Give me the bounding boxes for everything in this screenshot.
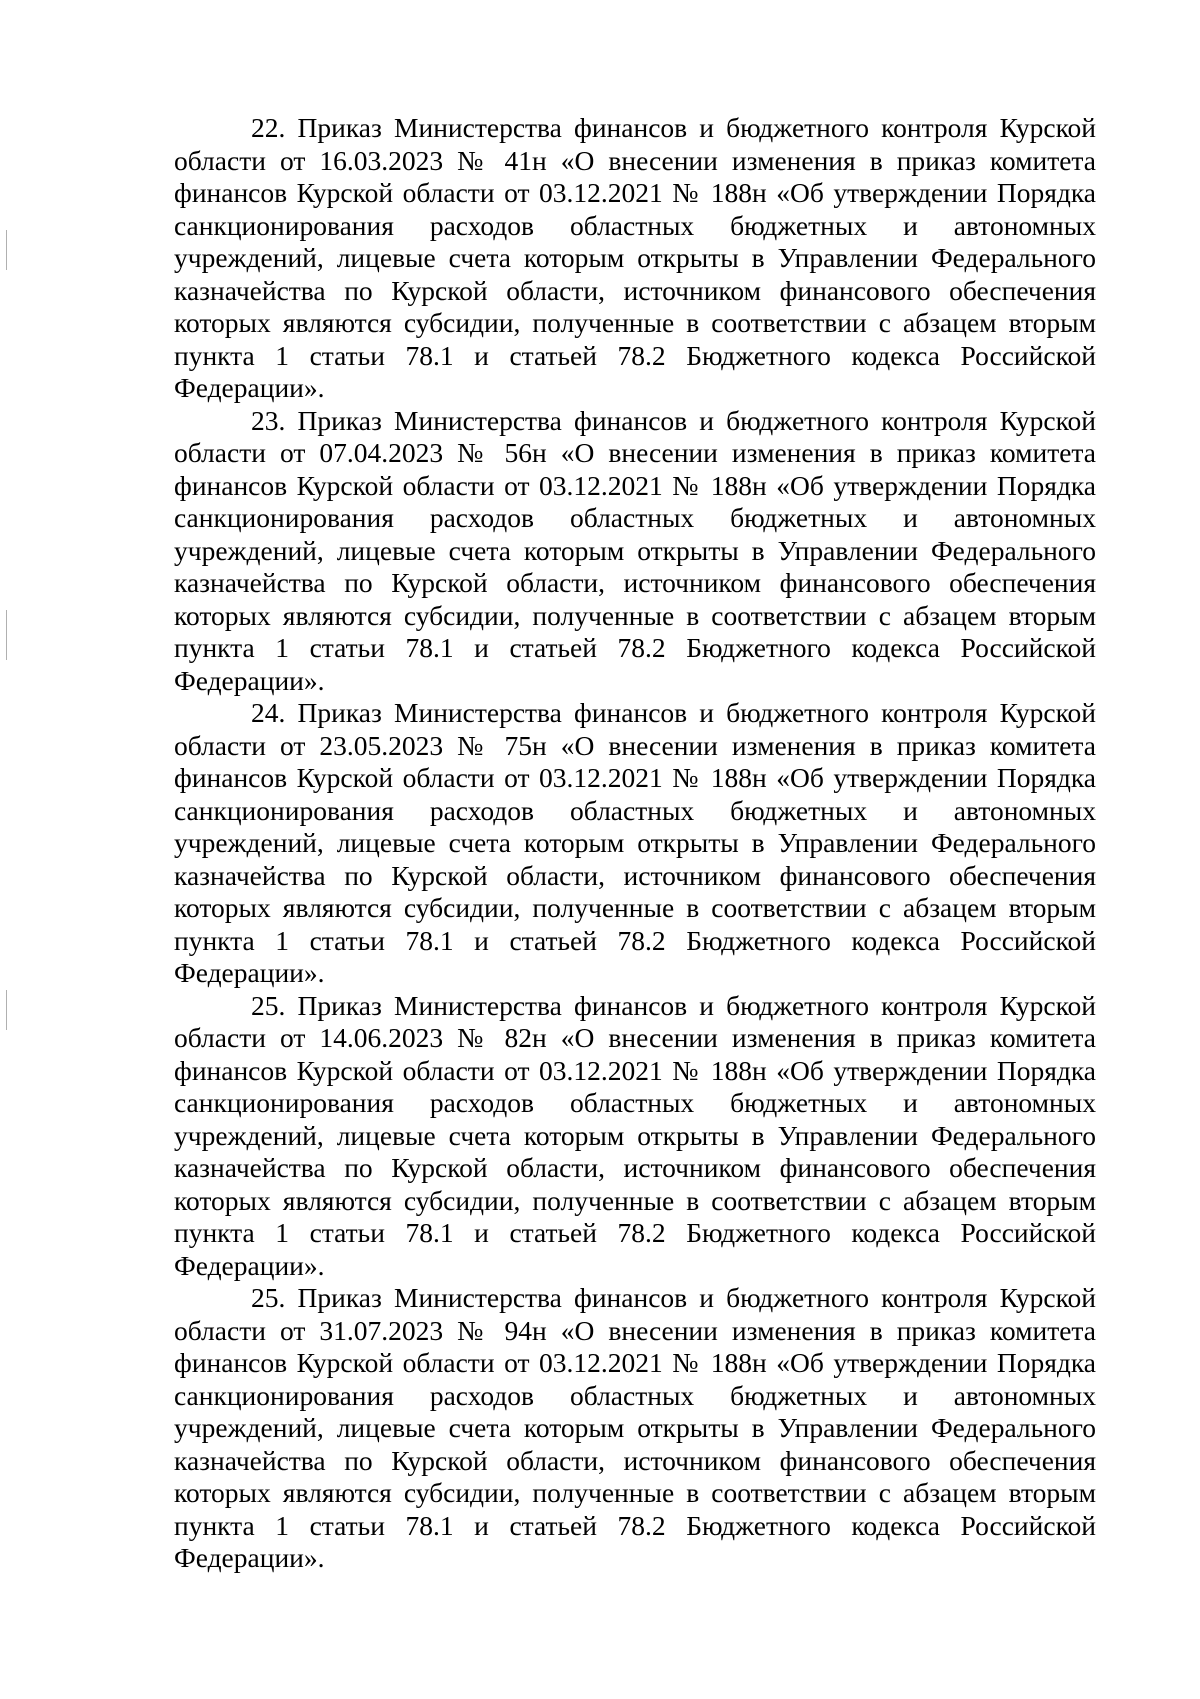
document-body: [174, 112, 1096, 1575]
list-item-24: 24. Приказ Министерства финансов и бюджетного контроля Курской области от 23.05.2023 № 75н «О внесении изменения в приказ комитета финансов Курской области от 03.12.2021 № 188н «Об утверждении Порядка санкционирования расходов областных бюджетных и автономных учреждений, лицевые счета которым открыты в Управлении Федерального казначейства по Курской области, источником финансового обеспечения которых являются субсидии, полученные в соответствии с абзацем вторым пункта 1 статьи 78.1 и статьей 78.2 Бюджетного кодекса Российской Федерации».: [174, 697, 1096, 988]
scan-edge-mark: [6, 990, 7, 1030]
scan-edge-mark: [6, 230, 7, 270]
scan-edge-mark: [6, 610, 7, 660]
list-item-25b: 25. Приказ Министерства финансов и бюджетного контроля Курской области от 31.07.2023 № 94н «О внесении изменения в приказ комитета финансов Курской области от 03.12.2021 № 188н «Об утверждении Порядка санкционирования расходов областных бюджетных и автономных учреждений, лицевые счета которым открыты в Управлении Федерального казначейства по Курской области, источником финансового обеспечения которых являются субсидии, полученные в соответствии с абзацем вторым пункта 1 статьи 78.1 и статьей 78.2 Бюджетного кодекса Российской Федерации».: [174, 1282, 1096, 1573]
list-item-25a: 25. Приказ Министерства финансов и бюджетного контроля Курской области от 14.06.2023 № 82н «О внесении изменения в приказ комитета финансов Курской области от 03.12.2021 № 188н «Об утверждении Порядка санкционирования расходов областных бюджетных и автономных учреждений, лицевые счета которым открыты в Управлении Федерального казначейства по Курской области, источником финансового обеспечения которых являются субсидии, полученные в соответствии с абзацем вторым пункта 1 статьи 78.1 и статьей 78.2 Бюджетного кодекса Российской Федерации».: [174, 989, 1096, 1281]
list-item-23: 23. Приказ Министерства финансов и бюджетного контроля Курской области от 07.04.2023 № 56н «О внесении изменения в приказ комитета финансов Курской области от 03.12.2021 № 188н «Об утверждении Порядка санкционирования расходов областных бюджетных и автономных учреждений, лицевые счета которым открыты в Управлении Федерального казначейства по Курской области, источником финансового обеспечения которых являются субсидии, полученные в соответствии с абзацем вторым пункта 1 статьи 78.1 и статьей 78.2 Бюджетного кодекса Российской Федерации».: [174, 404, 1096, 696]
list-item-22: 22. Приказ Министерства финансов и бюджетного контроля Курской области от 16.03.2023 № 41н «О внесении изменения в приказ комитета финансов Курской области от 03.12.2021 № 188н «Об утверждении Порядка санкционирования расходов областных бюджетных и автономных учреждений, лицевые счета которым открыты в Управлении Федерального казначейства по Курской области, источником финансового обеспечения которых являются субсидии, полученные в соответствии с абзацем вторым пункта 1 статьи 78.1 и статьей 78.2 Бюджетного кодекса Российской Федерации».: [174, 112, 1096, 403]
